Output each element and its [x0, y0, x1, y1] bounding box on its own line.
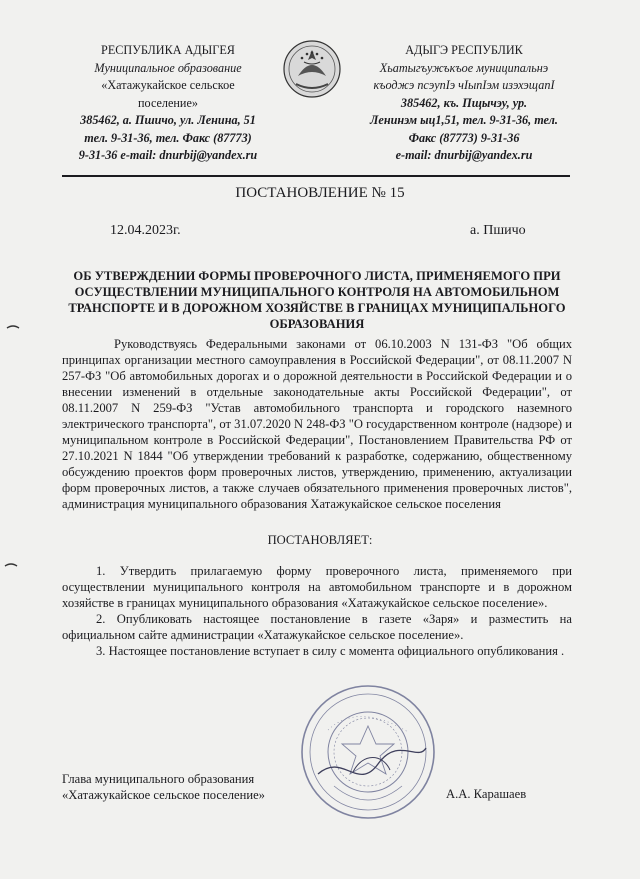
header-left-line3: «Хатажукайское сельское [101, 78, 235, 92]
document-heading: ОБ УТВЕРЖДЕНИИ ФОРМЫ ПРОВЕРОЧНОГО ЛИСТА, ПРИМЕНЯЕМОГО ПРИ ОСУЩЕСТВЛЕНИИ МУНИЦИПАЛЬНОГО КОНТРОЛЯ НА АВТОМОБИЛЬНОМ ТРАНСПОРТЕ И В ДОРОЖНОМ ХОЗЯЙСТВЕ В ГРАНИЦАХ МУНИЦИПАЛЬНОГО ОБРАЗОВАНИЯ [68, 269, 566, 331]
decree-word: ПОСТАНОВЛЯЕТ: [267, 533, 373, 547]
header-right-line1: АДЫГЭ РЕСПУБЛИК [405, 43, 523, 57]
decree-items [62, 563, 572, 659]
header-right-line3: къоджэ псэупIэ чIыпIэм изэхэщапI [373, 78, 555, 92]
preamble-paragraph: Руководствуясь Федеральными законами от 06.10.2003 N 131-ФЗ "Об общих принципах организации местного самоуправления в Российской Федерации", от 08.11.2007 N 257-ФЗ "Об автомобильных дорогах и о дорожной деятельности в Российской Федерации и о внесении изменений в отдельные законодательные акты Российской Федерации", от 08.11.2007 N 259-ФЗ "Устав автомобильного транспорта и городского наземного электрического транспорта", от 31.07.2020 N 248-ФЗ "О государственном контроле (надзоре) и муниципальном контроле в Российской Федерации", Постановлением Правительства РФ от 27.10.2021 N 1844 "Об утверждении требований к разработке, содержанию, общественному обсуждению проектов форм проверочных листов, утверждению, применению, актуализации форм проверочных листов, а также случаев обязательного применения проверочных листов", администрация муниципального образования Хатажукайское сельское поселения [62, 337, 572, 511]
signatory-position [62, 771, 265, 803]
decree-item: 1. Утвердить прилагаемую форму проверочного листа, применяемого при осуществлении муниципального контроля на автомобильном транспорте и в дорожном хозяйстве в границах муниципального образования «Хатажукайское сельское поселение». [62, 564, 572, 610]
header-right-line2: Хьатыгъужъкъое муниципальнэ [379, 60, 549, 75]
margin-mark-icon [4, 560, 18, 570]
header-left-line5: 385462, а. Пшичо, ул. Ленина, 51 [80, 113, 256, 127]
header-right-line5: Ленинэм ыц1,51, тел. 9-31-36, тел. [370, 113, 558, 127]
document-date: 12.04.2023г. [110, 223, 181, 238]
header-left [58, 42, 278, 165]
document-title: ПОСТАНОВЛЕНИЕ № 15 [235, 185, 405, 201]
signatory-name: А.А. Карашаев [446, 787, 527, 801]
header-right-line4: 385462, къ. Пщычэу, ур. [400, 95, 528, 110]
signatory-position-line1: Глава муниципального образования [62, 772, 255, 786]
official-seal-icon [298, 682, 438, 822]
header-right-line6: Факс (87773) 9-31-36 [408, 130, 520, 145]
header-left-line2: Муниципальное образование [94, 60, 242, 75]
header-divider [62, 175, 570, 177]
header-left-line6: тел. 9-31-36, тел. Факс (87773) [84, 130, 252, 145]
document-place: а. Пшичо [470, 223, 526, 238]
header-left-line1: РЕСПУБЛИКА АДЫГЕЯ [101, 43, 235, 57]
header-right-line7: e-mail: dnurbij@yandex.ru [395, 148, 533, 162]
header-left-line4: поселение» [138, 95, 198, 110]
decree-item: 3. Настоящее постановление вступает в силу с момента официального опубликования . [96, 644, 565, 658]
adygea-coat-of-arms-icon [282, 38, 342, 100]
signatory-position-line2: «Хатажукайское сельское поселение» [62, 788, 265, 802]
margin-mark-icon [6, 322, 20, 332]
header-left-line7: 9-31-36 e-mail: dnurbij@yandex.ru [78, 148, 258, 162]
header-right [348, 42, 580, 165]
decree-item: 2. Опубликовать настоящее постановление в газете «Заря» и разместить на официальном сайте администрации «Хатажукайское сельское поселение». [62, 612, 572, 642]
